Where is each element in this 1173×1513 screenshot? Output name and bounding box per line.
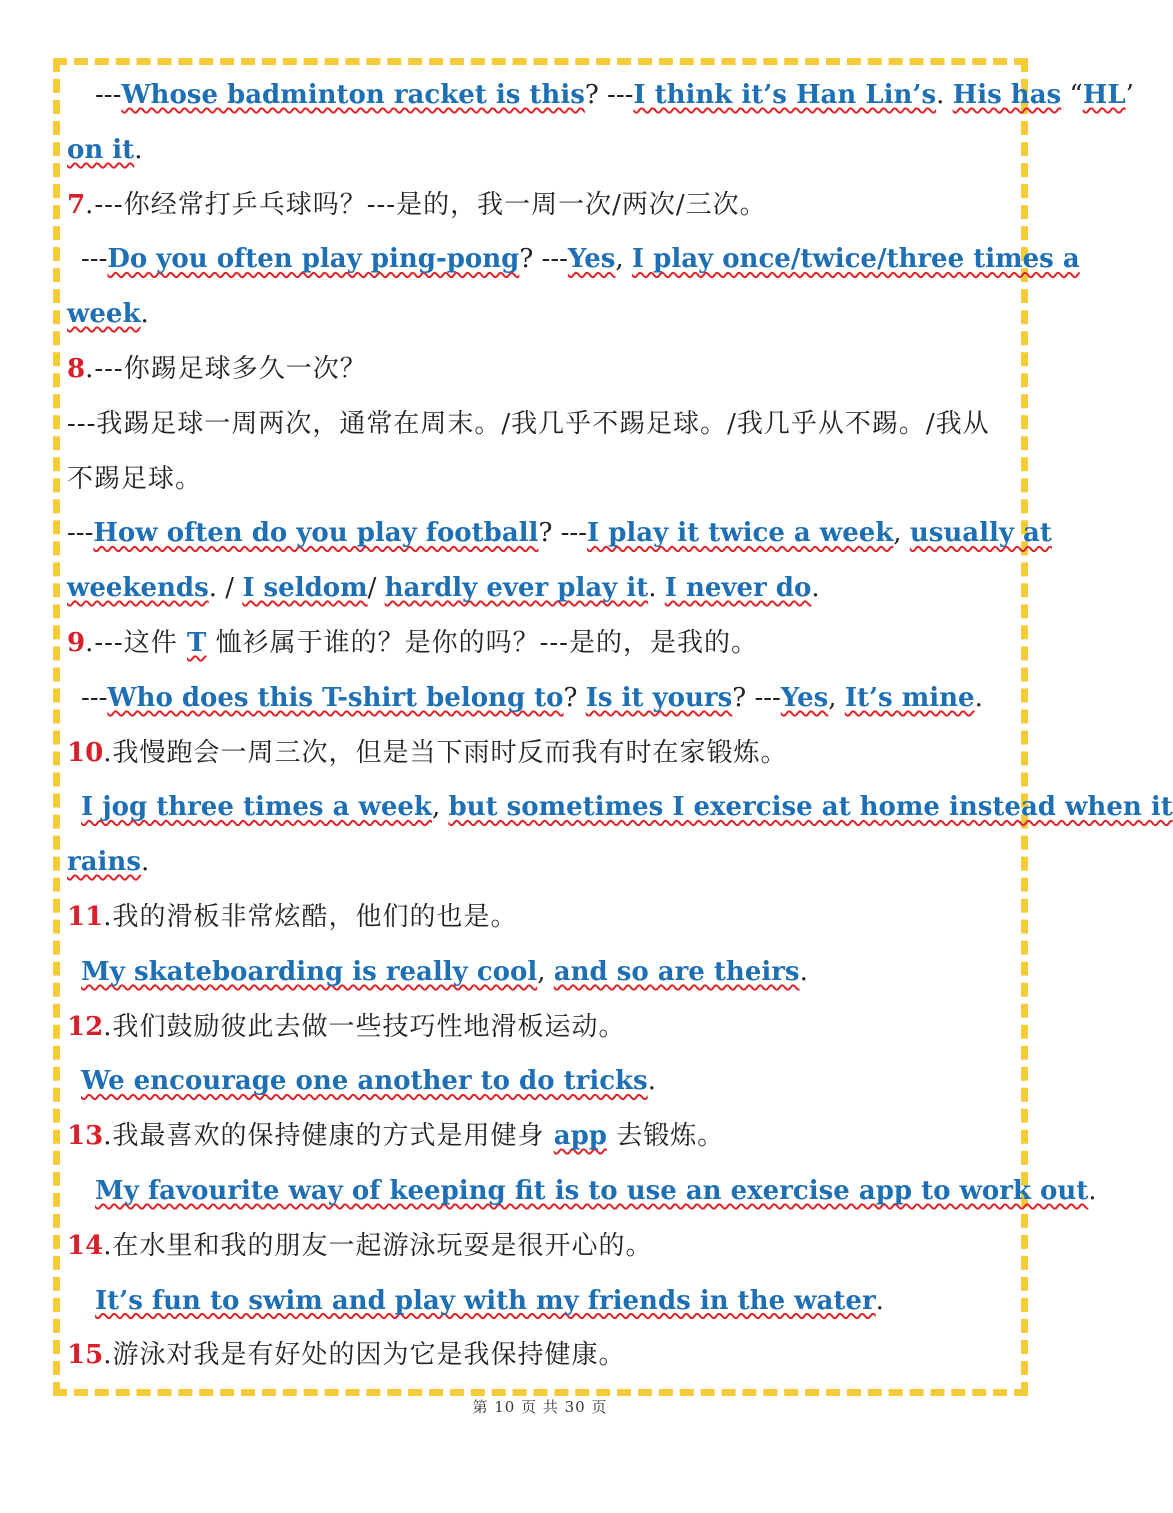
punctuation-text: , — [431, 792, 449, 823]
punctuation-text: --- — [81, 244, 108, 275]
text-line — [67, 397, 1017, 452]
english-answer: We encourage one another to do tricks — [81, 1066, 648, 1097]
punctuation-text: , — [537, 956, 554, 987]
english-answer: usually at — [909, 518, 1052, 549]
item-number: 12 — [67, 1011, 104, 1042]
chinese-text: .---你踢足球多久一次？ — [85, 353, 367, 384]
punctuation-text: , — [615, 244, 632, 275]
punctuation-text: ? --- — [584, 80, 634, 110]
english-answer: I think it’s Han Lin’s — [633, 80, 937, 110]
text-line — [67, 1219, 1017, 1274]
chinese-text: 不踢足球。 — [67, 463, 203, 494]
english-answer: Whose badminton racket is this — [121, 80, 585, 110]
english-answer: Yes — [567, 244, 616, 275]
text-line — [67, 1054, 1017, 1109]
punctuation-text: . — [811, 573, 820, 604]
english-answer: Is it yours — [585, 682, 733, 713]
english-answer: I jog three times a week — [81, 792, 432, 823]
punctuation-text: , — [893, 518, 910, 549]
text-line — [67, 1000, 1017, 1055]
text-line — [67, 506, 1052, 561]
english-answer: My skateboarding is really cool — [81, 956, 538, 987]
chinese-text: .我们鼓励彼此去做一些技巧性地滑板运动。 — [103, 1011, 626, 1042]
text-line — [67, 616, 1017, 671]
punctuation-text: . — [936, 80, 953, 110]
punctuation-text: --- — [81, 682, 108, 713]
punctuation-text: --- — [95, 80, 122, 110]
chinese-text: .在水里和我的朋友一起游泳玩耍是很开心的。 — [103, 1230, 653, 1261]
english-answer: weekends — [67, 573, 209, 604]
punctuation-text: . — [140, 299, 149, 330]
text-line — [67, 561, 1017, 616]
item-number: 8 — [67, 353, 86, 384]
punctuation-text: , — [828, 682, 845, 713]
item-number: 10 — [67, 737, 104, 768]
punctuation-text: . — [647, 1066, 656, 1097]
english-answer: I never do — [664, 573, 812, 604]
punctuation-text: --- — [67, 518, 94, 549]
text-line — [67, 890, 1017, 945]
english-answer: hardly ever play it — [384, 573, 649, 604]
chinese-text: .---这件 — [85, 627, 187, 658]
english-answer: Who does this T-shirt belong to — [107, 682, 564, 713]
punctuation-text: . — [1088, 1175, 1097, 1206]
text-line — [67, 232, 1080, 287]
text-line — [67, 68, 1134, 123]
text-line — [67, 780, 1173, 835]
english-answer: It’s mine — [844, 682, 975, 713]
punctuation-text: . — [875, 1285, 884, 1316]
english-answer: rains — [67, 847, 141, 878]
chinese-text: .---你经常打乒乓球吗？---是的，我一周一次/两次/三次。 — [85, 189, 767, 220]
text-line — [67, 1274, 1017, 1329]
punctuation-text: ? --- — [538, 518, 587, 549]
punctuation-text: ’ — [1125, 80, 1134, 110]
text-line — [67, 1164, 1097, 1219]
chinese-text: 恤衫属于谁的？是你的吗？---是的，是我的。 — [206, 627, 758, 658]
punctuation-text: . — [974, 682, 983, 713]
item-number: 9 — [67, 627, 86, 658]
page-content — [67, 68, 1173, 1383]
item-number: 7 — [67, 189, 86, 220]
english-answer: I play it twice a week — [587, 518, 894, 549]
punctuation-text: . — [134, 134, 143, 165]
text-line — [67, 123, 1017, 178]
text-line — [67, 178, 1017, 233]
chinese-text: .我的滑板非常炫酷，他们的也是。 — [103, 901, 518, 932]
english-answer: It’s fun to swim and play with my friends in the water — [95, 1285, 876, 1316]
text-line — [67, 342, 1017, 397]
text-line — [67, 835, 1017, 890]
text-line — [67, 671, 1017, 726]
punctuation-text: ? — [563, 682, 586, 713]
english-answer: and so are theirs — [553, 956, 800, 987]
english-answer: T — [186, 627, 207, 658]
punctuation-text: “ — [1061, 80, 1083, 110]
item-number: 14 — [67, 1230, 104, 1261]
chinese-text: ---我踢足球一周两次，通常在周末。/我几乎不踢足球。/我几乎从不踢。/我从 — [67, 408, 990, 439]
text-line — [67, 726, 1017, 781]
english-answer: My favourite way of keeping fit is to use an exercise app to work out — [95, 1175, 1089, 1206]
punctuation-text: . — [648, 573, 665, 604]
english-answer: Do you often play ping-pong — [107, 244, 520, 275]
chinese-text: 去锻炼。 — [606, 1121, 725, 1152]
text-line — [67, 452, 1017, 507]
punctuation-text: ? --- — [519, 244, 568, 275]
chinese-text: .我慢跑会一周三次，但是当下雨时反而我有时在家锻炼。 — [103, 737, 788, 768]
punctuation-text: / — [367, 573, 385, 604]
text-line — [67, 1109, 1017, 1164]
item-number: 15 — [67, 1340, 104, 1371]
english-answer: I seldom — [242, 573, 368, 604]
punctuation-text: . / — [208, 573, 243, 604]
punctuation-text: ? --- — [732, 682, 781, 713]
item-number: 11 — [67, 901, 104, 932]
chinese-text: .游泳对我是有好处的因为它是我保持健康。 — [103, 1340, 626, 1371]
english-answer: HL — [1082, 80, 1126, 110]
punctuation-text: . — [799, 956, 808, 987]
english-answer: but sometimes I exercise at home instead when it — [448, 792, 1173, 823]
chinese-text: .我最喜欢的保持健康的方式是用健身 — [103, 1121, 554, 1152]
english-answer: I play once/twice/three times a — [631, 244, 1080, 275]
english-answer: Yes — [780, 682, 829, 713]
english-answer: How often do you play football — [93, 518, 539, 549]
english-answer: week — [67, 299, 141, 330]
text-line — [67, 1328, 1017, 1383]
english-answer: app — [553, 1121, 607, 1152]
english-answer: His has — [952, 80, 1062, 110]
text-line — [67, 287, 1017, 342]
text-line — [67, 945, 1017, 1000]
english-answer: on it — [67, 134, 135, 165]
item-number: 13 — [67, 1121, 104, 1152]
page-footer: 第 10 页 共 30 页 — [472, 1398, 608, 1416]
punctuation-text: . — [140, 847, 150, 878]
